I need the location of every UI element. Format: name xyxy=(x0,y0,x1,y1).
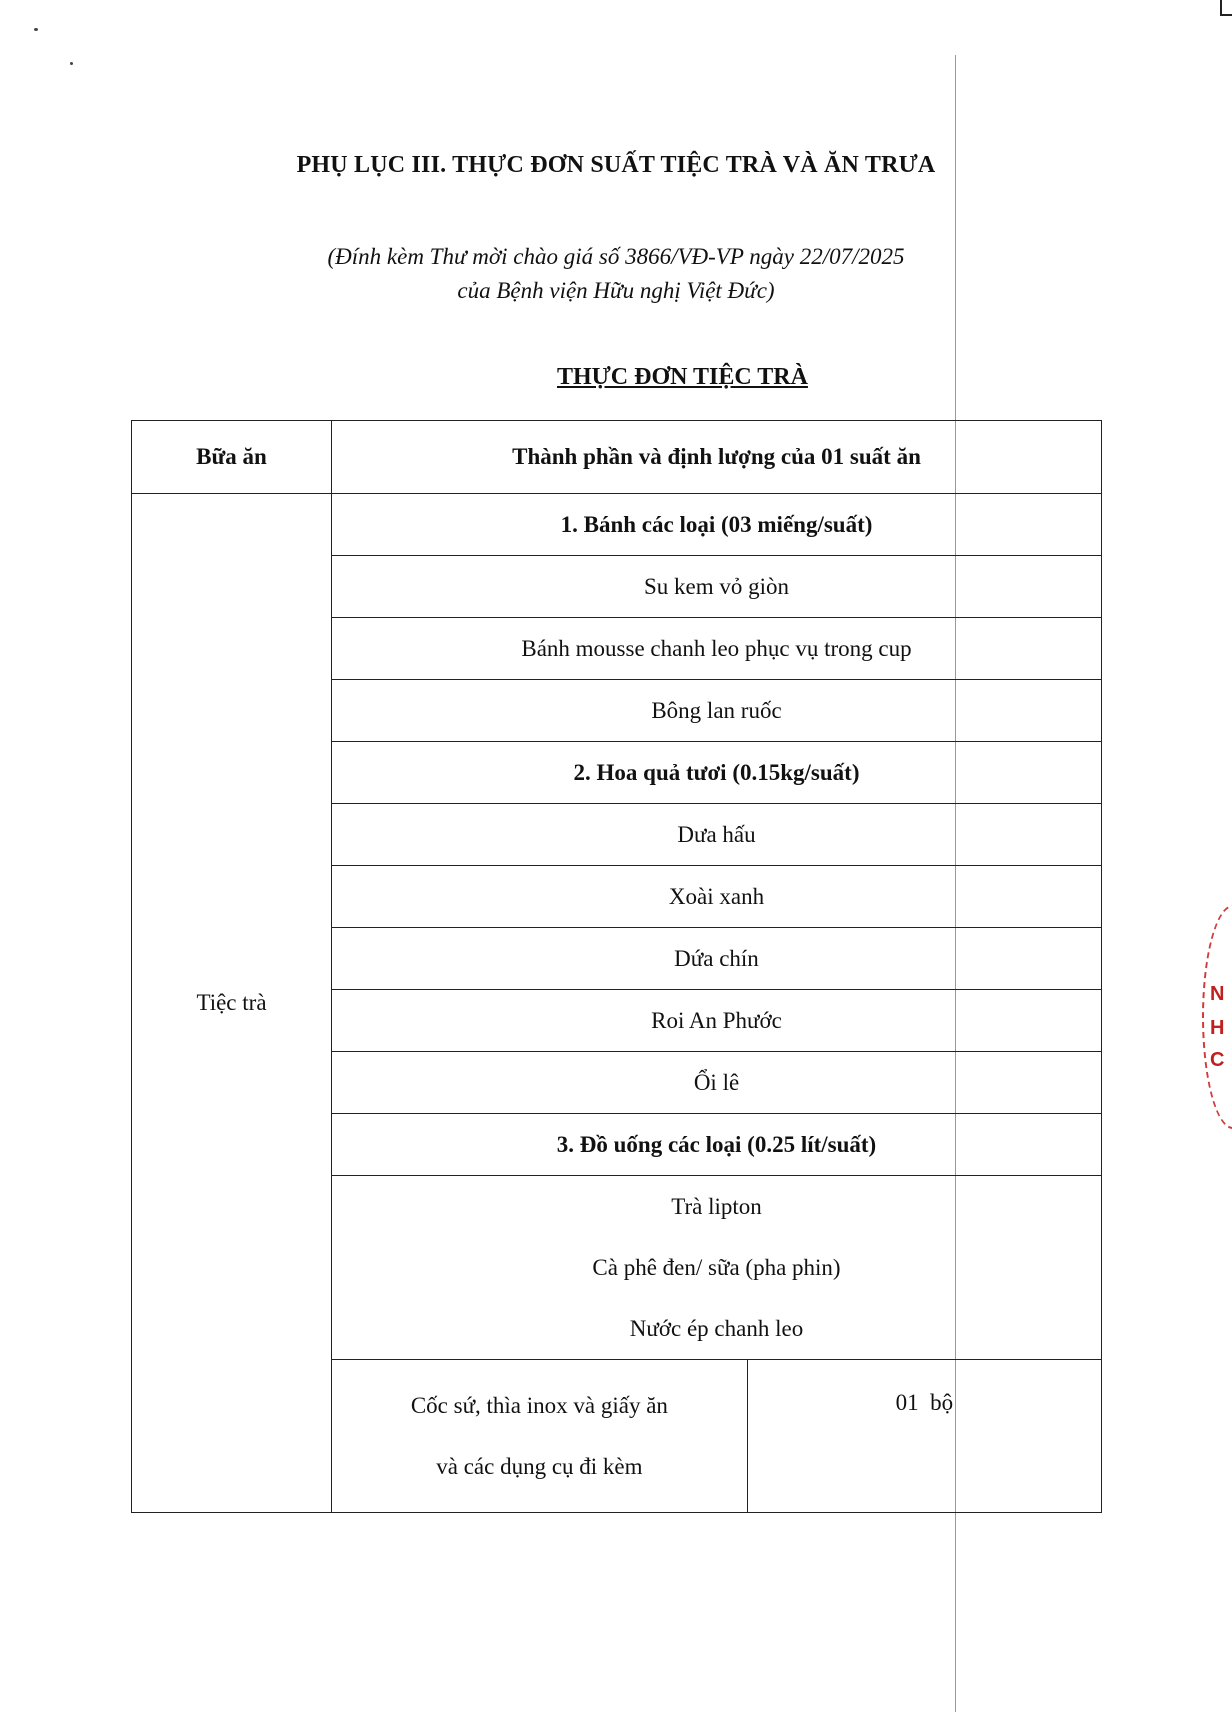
seal-letter: H xyxy=(1210,1017,1225,1039)
document-title: PHỤ LỤC III. THỰC ĐƠN SUẤT TIỆC TRÀ VÀ ĂN TRƯA xyxy=(296,152,936,178)
table-row xyxy=(132,494,1102,556)
drink-item: Cà phê đen/ sữa (pha phin) xyxy=(592,1255,841,1280)
tableware-cell xyxy=(332,1360,1102,1513)
category-drinks: 3. Đồ uống các loại (0.25 lít/suất) xyxy=(332,1114,1102,1176)
menu-table xyxy=(131,420,1102,1513)
page-edge-mark xyxy=(1220,0,1232,16)
drinks-list xyxy=(332,1176,1102,1360)
category-cakes: 1. Bánh các loại (03 miếng/suất) xyxy=(332,494,1102,556)
menu-item: Dưa hấu xyxy=(332,804,1102,866)
subtitle-line-1: (Đính kèm Thư mời chào giá số 3866/VĐ-VP ngày 22/07/2025 xyxy=(327,244,905,269)
tableware-line-1: Cốc sứ, thìa inox và giấy ăn xyxy=(410,1393,668,1418)
subtitle-line-2: của Bệnh viện Hữu nghị Việt Đức) xyxy=(457,278,775,303)
tableware-line-2: và các dụng cụ đi kèm xyxy=(436,1454,643,1479)
menu-item: Dứa chín xyxy=(332,928,1102,990)
menu-item: Bông lan ruốc xyxy=(332,680,1102,742)
menu-item: Roi An Phước xyxy=(332,990,1102,1052)
seal-letter: C xyxy=(1210,1049,1225,1071)
red-seal-stamp xyxy=(1202,905,1232,1125)
table-header-row xyxy=(132,421,1102,494)
document-subtitle xyxy=(0,240,1232,308)
menu-item: Su kem vỏ giòn xyxy=(332,556,1102,618)
header-components: Thành phần và định lượng của 01 suất ăn xyxy=(332,421,1102,494)
meal-name: Tiệc trà xyxy=(132,494,332,1513)
drink-item: Trà lipton xyxy=(671,1194,762,1219)
header-meal: Bữa ăn xyxy=(132,421,332,494)
scan-speck xyxy=(34,28,38,31)
category-fruits: 2. Hoa quả tươi (0.15kg/suất) xyxy=(332,742,1102,804)
scan-speck xyxy=(70,62,73,65)
menu-item: Bánh mousse chanh leo phục vụ trong cup xyxy=(332,618,1102,680)
drink-item: Nước ép chanh leo xyxy=(629,1316,804,1341)
tableware-quantity: 01 bộ xyxy=(895,1390,954,1415)
menu-item: Xoài xanh xyxy=(332,866,1102,928)
menu-item: Ổi lê xyxy=(332,1052,1102,1114)
tableware-description xyxy=(332,1360,747,1512)
seal-letter: N xyxy=(1210,983,1225,1005)
tableware-table xyxy=(332,1360,1101,1512)
section-title: THỰC ĐƠN TIỆC TRÀ xyxy=(557,364,808,390)
